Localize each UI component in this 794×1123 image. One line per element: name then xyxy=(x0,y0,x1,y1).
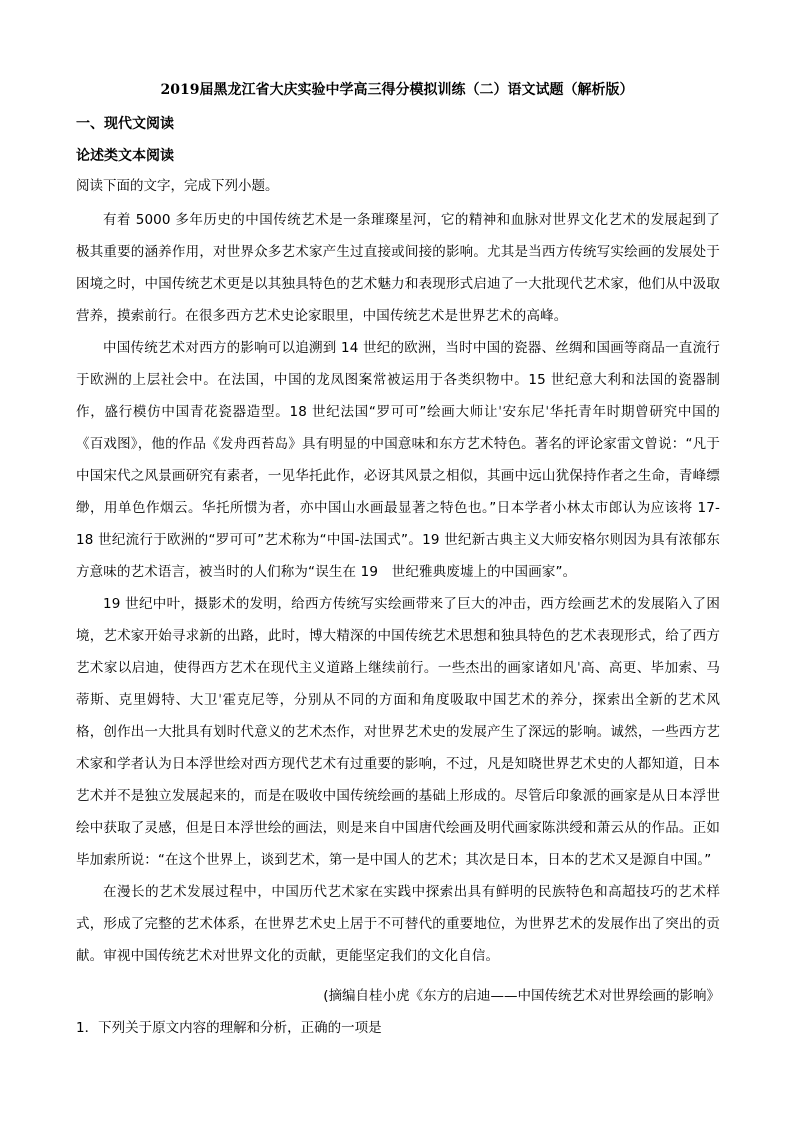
passage-paragraph: 19 世纪中叶，摄影术的发明，给西方传统写实绘画带来了巨大的冲击，西方绘画艺术的发展陷入了困境，艺术家开始寻求新的出路，此时，博大精深的中国传统艺术思想和独具特色的艺术表现形式，给了西方艺术家以启迪，使得西方艺术在现代主义道路上继续前行。一些杰出的画家诸如凡ˈ高、高更、毕加索、马蒂斯、克里姆特、大卫ˈ霍克尼等，分别从不同的方面和角度吸取中国艺术的养分，探索出全新的艺术风格，创作出一大批具有划时代意义的艺术杰作，对世界艺术史的发展产生了深远的影响。诚然，一些西方艺术家和学者认为日本浮世绘对西方现代艺术有过重要的影响，不过，凡是知晓世界艺术史的人都知道，日本艺术并不是独立发展起来的，而是在吸收中国传统绘画的基础上形成的。尽管后印象派的画家是从日本浮世绘中获取了灵感，但是日本浮世绘的画法，则是来自中国唐代绘画及明代画家陈洪绶和萧云从的作品。正如毕加索所说：“在这个世界上，谈到艺术，第一是中国人的艺术；其次是日本，日本的艺术又是源自中国。” xyxy=(76,596,720,868)
subsection-heading: 论述类文本阅读 xyxy=(76,148,174,164)
passage-source: (摘编自桂小虎《东方的启迪——中国传统艺术对世界绘画的影响》 xyxy=(323,988,720,1004)
passage-body xyxy=(76,204,720,972)
document-title: 2019届黑龙江省大庆实验中学高三得分模拟训练（二）语文试题（解析版） xyxy=(160,82,634,98)
passage-paragraph: 中国传统艺术对西方的影响可以追溯到 14 世纪的欧洲，当时中国的瓷器、丝绸和国画等商品一直流行于欧洲的上层社会中。在法国，中国的龙凤图案常被运用于各类织物中。15 世纪意大利和法国的瓷器制作，盛行模仿中国青花瓷器造型。18 世纪法国“罗可可”绘画大师让ˈ安东尼ˈ华托青年时期曾研究中国的《百戏图》，他的作品《发舟西苔岛》具有明显的中国意味和东方艺术特色。著名的评论家雷文曾说：“凡于中国宋代之风景画研究有素者，一见华托此作，必讶其风景之相似，其画中远山犹保持作者之生命，青峰缥缈，用单色作烟云。华托所惯为者，亦中国山水画最显著之特色也。”日本学者小林太市郎认为应该将 17-18 世纪流行于欧洲的“罗可可”艺术称为“中国-法国式”。19 世纪新古典主义大师安格尔则因为具有浓郁东方意味的艺术语言，被当时的人们称为“误生在 19 世纪雅典废墟上的中国画家”。 xyxy=(76,340,720,580)
question-1-stem: 1．下列关于原文内容的理解和分析，正确的一项是 xyxy=(76,1020,382,1036)
reading-instruction: 阅读下面的文字，完成下列小题。 xyxy=(76,178,279,194)
passage-paragraph: 有着 5000 多年历史的中国传统艺术是一条璀璨星河，它的精神和血脉对世界文化艺术的发展起到了极其重要的涵养作用，对世界众多艺术家产生过直接或间接的影响。尤其是当西方传统写实绘画的发展处于困境之时，中国传统艺术更是以其独具特色的艺术魅力和表现形式启迪了一大批现代艺术家，他们从中汲取营养，摸索前行。在很多西方艺术史论家眼里，中国传统艺术是世界艺术的高峰。 xyxy=(76,212,720,324)
passage-paragraph: 在漫长的艺术发展过程中，中国历代艺术家在实践中探索出具有鲜明的民族特色和高超技巧的艺术样式，形成了完整的艺术体系，在世界艺术史上居于不可替代的重要地位，为世界艺术的发展作出了突出的贡献。审视中国传统艺术对世界文化的贡献，更能坚定我们的文化自信。 xyxy=(76,884,720,964)
section-heading: 一、现代文阅读 xyxy=(76,116,174,132)
